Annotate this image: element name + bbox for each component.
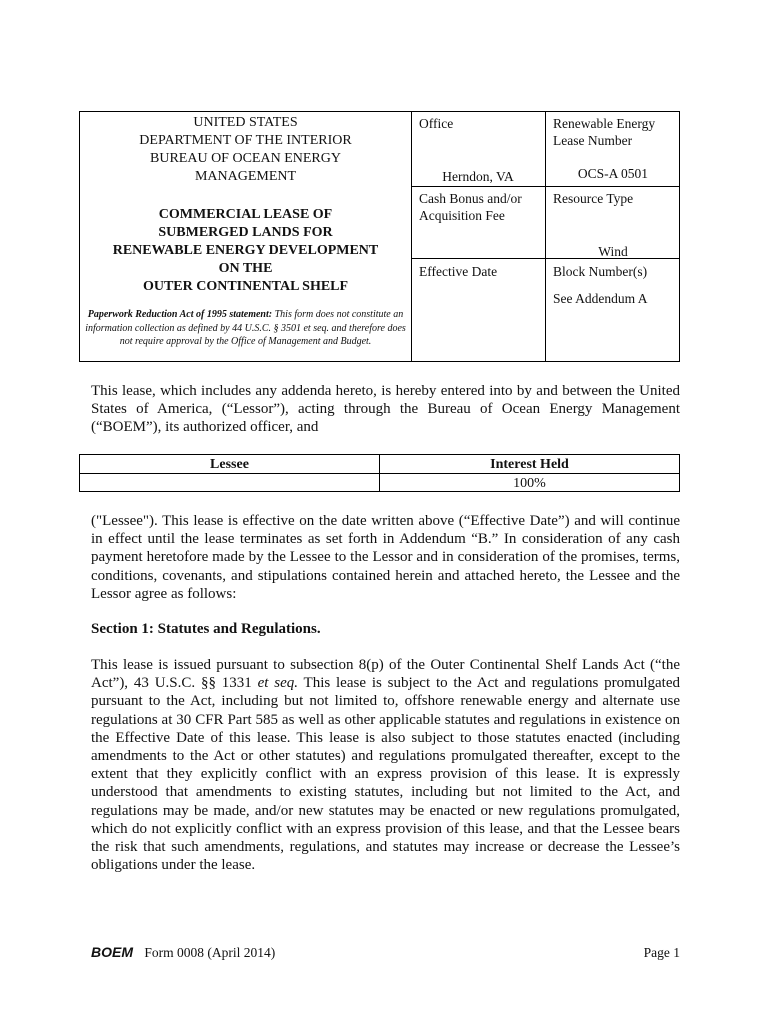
lessee-table — [79, 454, 680, 492]
office-label: Office — [419, 116, 454, 131]
lessee-paragraph-text: ("Lessee"). This lease is effective on the date written above (“Effective Date”) and will continue in effect until the lease terminates as set forth in Addendum “B.” In consideration of any cash payment heretofore made by the Lessee to the Lessor and in consideration of the promises, terms, conditions, covenants, and stipulations contained herein and attached hereto, the Lessee and the Lessor agree as follows: — [91, 513, 680, 602]
boem-mark: BOEM — [91, 944, 133, 960]
section-1-text-part: This lease is subject to the Act and regulations promulgated pursuant to the Act, including but not limited to, offshore renewable energy and alternate use regulations at 30 CFR Part 585 as well as other applicable statutes and regulations in existence on the Effective Date of this lease. This lease is also subject to those statutes enacted (including amendments to the Act or other statutes) and regulations promulgated thereafter, except to the extent that they explicitly conflict with an express provision of this lease. It is expressly understood that amendments to existing statutes, including but not limited to the Act, and regulations may be made, and/or new statutes may be enacted or new regulations promulgated, which do not explicitly conflict with an express provision of this lease, and that the Lessee bears the risk that such amendments, regulations, and statutes may increase or decrease the Lessee’s obligations under the lease. — [91, 675, 680, 874]
form-label: Form 0008 (April 2014) — [144, 945, 276, 960]
agency-line: UNITED STATES — [193, 115, 298, 130]
office-value: Herndon, VA — [442, 169, 514, 184]
paperwork-reduction-statement — [84, 308, 407, 349]
section-1-paragraph — [91, 656, 680, 874]
block-numbers-label: Block Number(s) — [553, 264, 648, 279]
agency-line: MANAGEMENT — [194, 169, 297, 184]
section-1-heading: Section 1: Statutes and Regulations. — [91, 621, 321, 637]
resource-type-label: Resource Type — [553, 191, 634, 206]
lease-number-label — [553, 115, 655, 149]
lessee-column-header: Lessee — [210, 457, 249, 472]
agency-line: DEPARTMENT OF THE INTERIOR — [139, 133, 352, 148]
lease-title-line: RENEWABLE ENERGY DEVELOPMENT — [112, 243, 379, 258]
interest-column-header: Interest Held — [490, 457, 569, 472]
page-number: Page 1 — [643, 945, 680, 960]
lease-title-line: OUTER CONTINENTAL SHELF — [142, 279, 349, 294]
agency-line: BUREAU OF OCEAN ENERGY — [150, 151, 341, 166]
lessee-paragraph — [91, 512, 680, 603]
footer-form-id — [91, 944, 275, 961]
paperwork-label: Paperwork Reduction Act of 1995 statement: — [87, 309, 273, 320]
row-divider — [80, 473, 679, 474]
lease-title-line: ON THE — [218, 261, 273, 276]
effective-date-label: Effective Date — [419, 264, 498, 279]
lease-number-label-line: Lease Number — [553, 133, 633, 148]
section-1-italic: et seq. — [257, 675, 298, 692]
cash-bonus-label — [419, 190, 522, 224]
column-divider — [411, 112, 412, 361]
paperwork-text: This form does not constitute an information collection as defined by 44 U.S.C. § 3501 et seq. and therefore does not require approval by the Office of Management and Budget. — [85, 309, 406, 347]
intro-paragraph-text: This lease, which includes any addenda hereto, is hereby entered into by and between the United States of America, (“Lessor”), acting through the Bureau of Ocean Energy Management (“BOEM”), its authorized officer, and — [91, 383, 680, 436]
column-divider — [545, 112, 546, 361]
agency-block — [80, 114, 411, 186]
lease-title — [80, 206, 411, 296]
resource-type-value: Wind — [598, 244, 628, 259]
lease-title-line: COMMERCIAL LEASE OF — [158, 207, 333, 222]
block-numbers-value: See Addendum A — [553, 291, 648, 306]
section-1-text-part: This lease is issued pursuant to subsection 8(p) of the Outer Continental Shelf Lands Act (“the Act”), 43 U.S.C. §§ 1331 — [91, 657, 680, 692]
lease-number-value: OCS-A 0501 — [577, 166, 649, 181]
lease-title-line: SUBMERGED LANDS FOR — [158, 225, 333, 240]
cash-bonus-label-line: Cash Bonus and/or — [419, 191, 522, 206]
interest-value: 100% — [513, 476, 546, 491]
lease-number-label-line: Renewable Energy — [553, 116, 656, 131]
row-divider — [411, 186, 679, 187]
lease-header-table — [79, 111, 680, 362]
intro-paragraph — [91, 382, 680, 437]
section-1-text — [91, 656, 680, 874]
cash-bonus-label-line: Acquisition Fee — [419, 208, 505, 223]
